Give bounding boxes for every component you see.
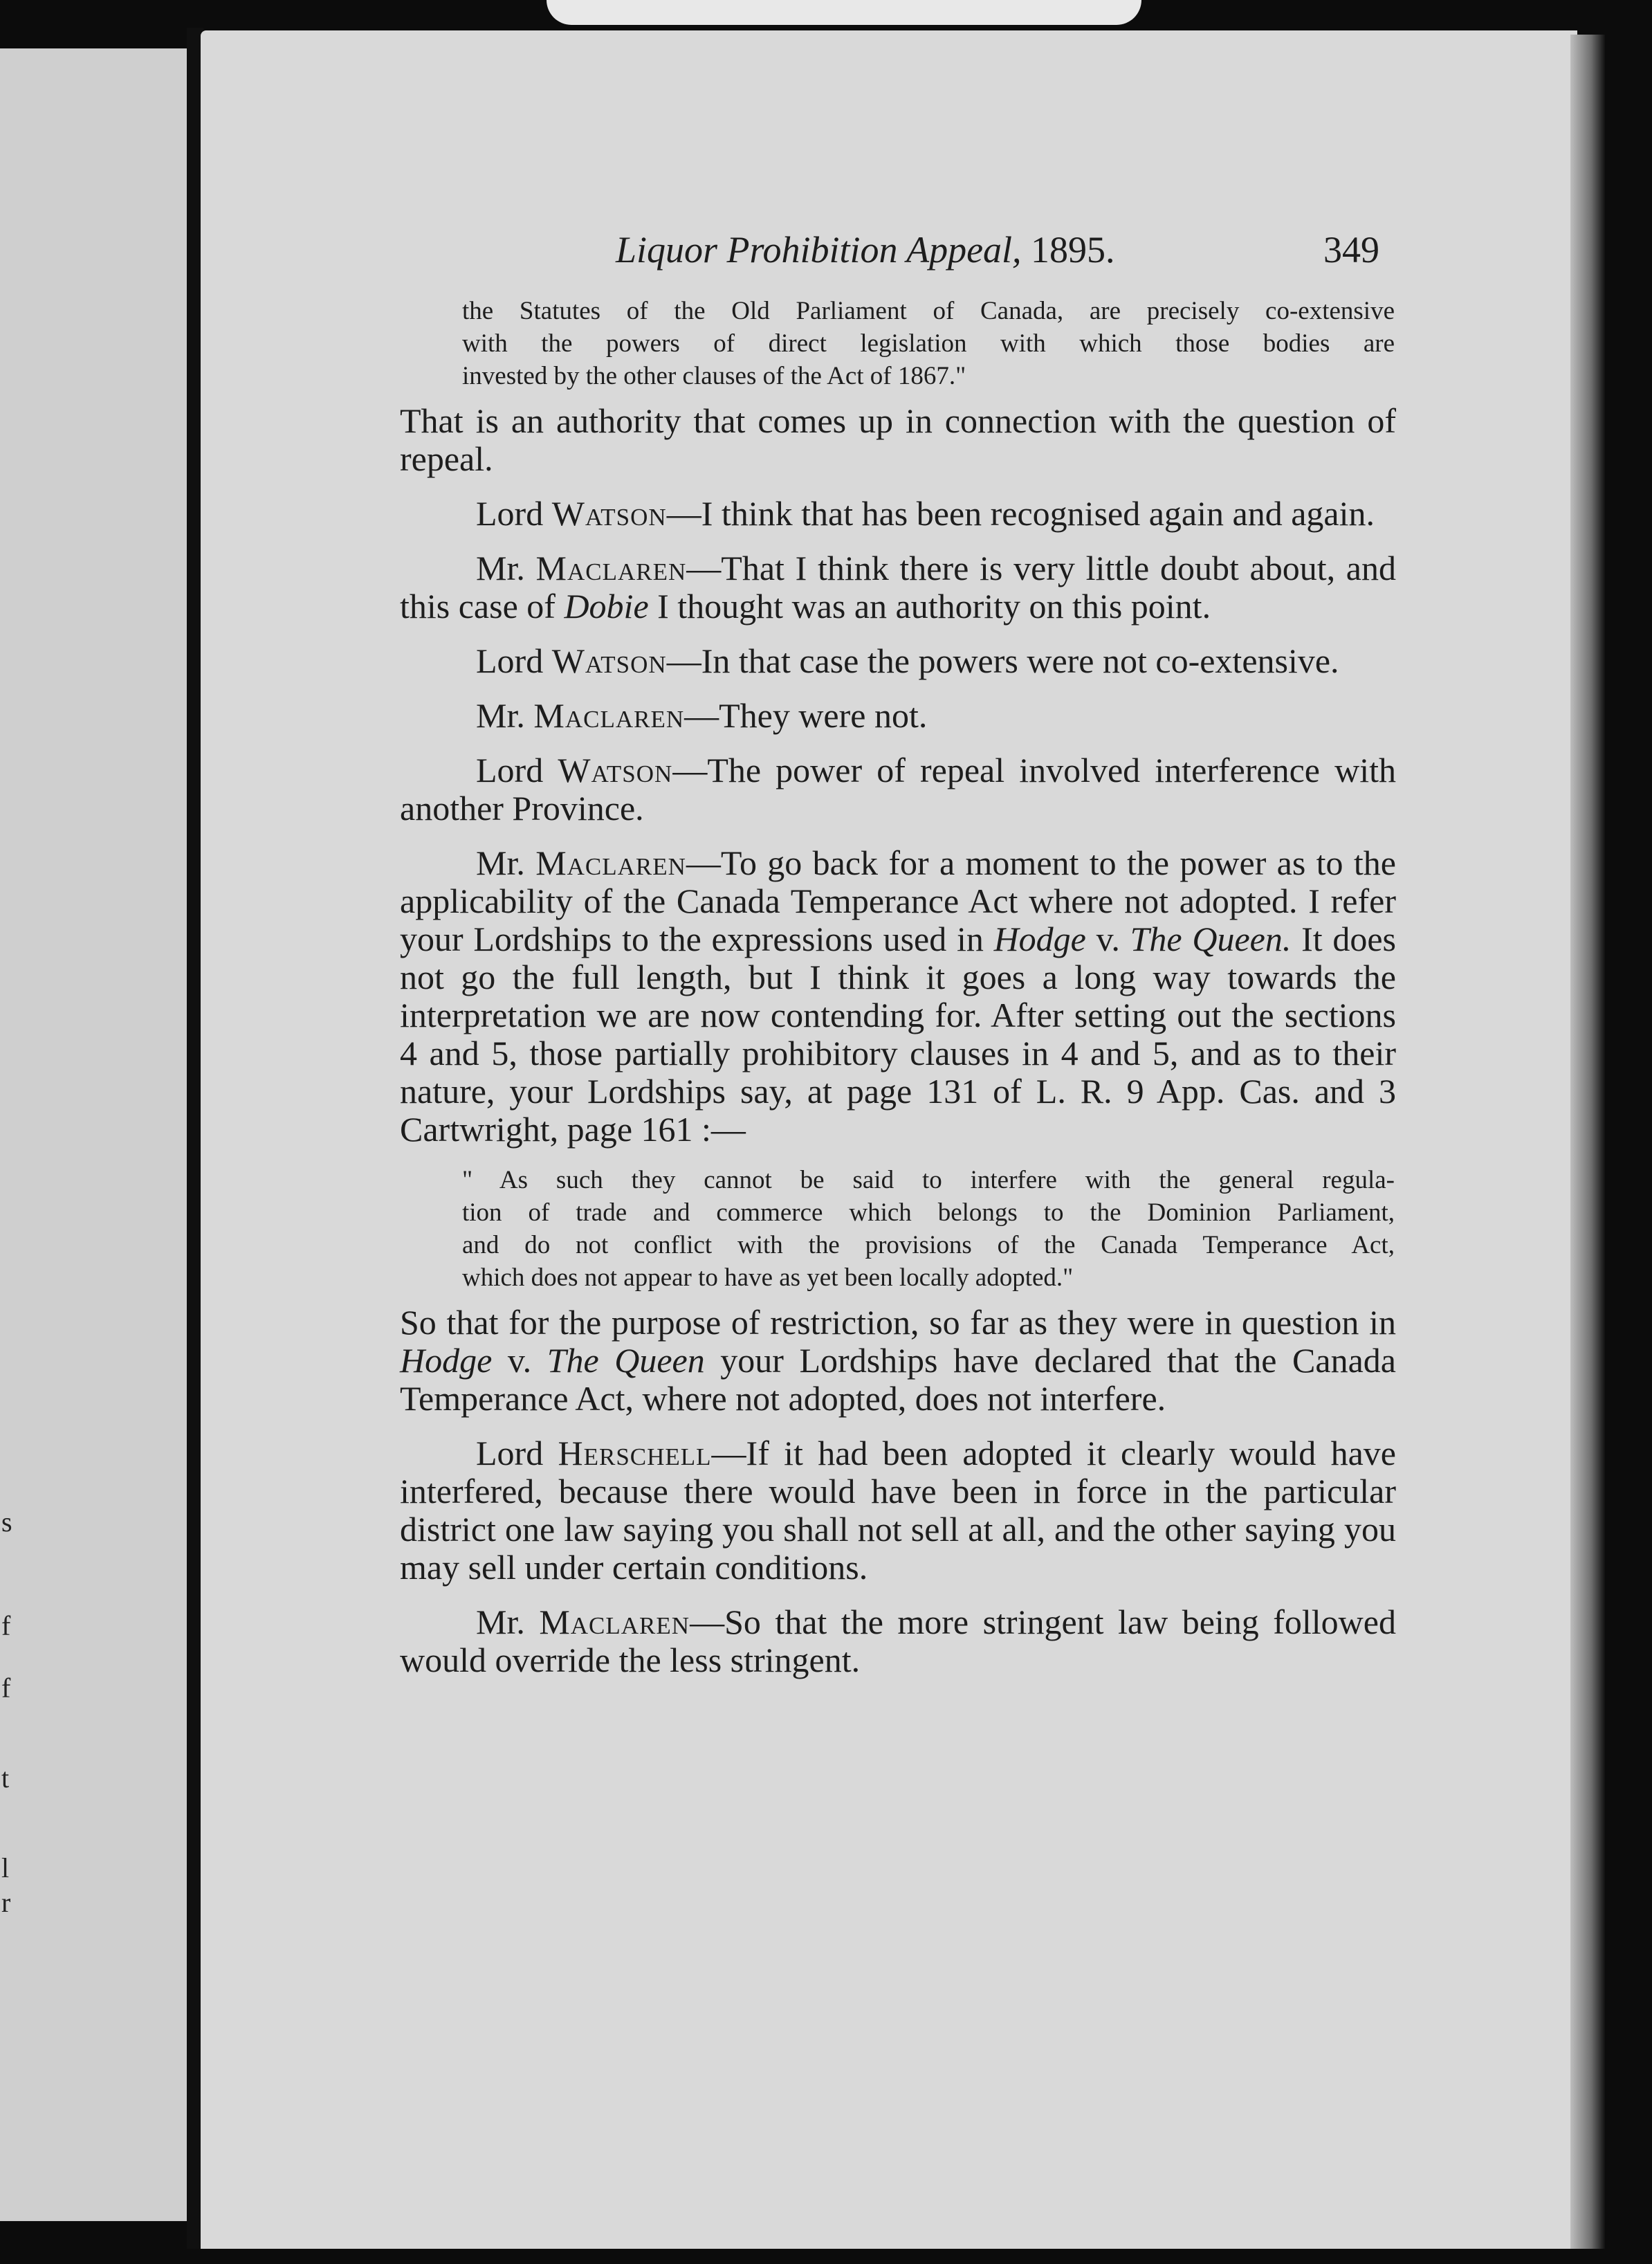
case-name: Dobie [564, 587, 649, 626]
paragraph-watson-1 [400, 495, 1396, 533]
speaker-name: Watson [551, 494, 667, 533]
margin-letter: f [1, 1610, 11, 1641]
speaker-title: Mr. [476, 843, 536, 882]
facing-page-strip [0, 48, 208, 2221]
speaker-title: Lord [476, 641, 552, 680]
running-title-text: Liquor Prohibition Appeal, [616, 229, 1022, 271]
quote-line: which does not appear to have as yet been locally adopted." [462, 1263, 1074, 1292]
case-name: Hodge [993, 920, 1086, 958]
page-number: 349 [1323, 229, 1379, 271]
quote-line: tion of trade and commerce which belongs to the Dominion Parliament, [462, 1198, 1395, 1227]
case-name: The Queen. [1130, 920, 1292, 958]
speaker-title: Lord [476, 751, 558, 789]
running-title [616, 228, 1115, 271]
running-title-year: 1895. [1021, 229, 1115, 271]
block-quote-statutes [462, 295, 1395, 392]
paragraph-watson-2 [400, 642, 1396, 680]
case-name: Hodge [400, 1341, 493, 1380]
speaker-name: Herschell [558, 1434, 712, 1472]
body-text: your Lordships have declared that the Canada Temperance Act, where not adopted, does not interfere. [400, 1341, 1396, 1418]
paragraph-watson-3 [400, 751, 1396, 828]
quote-line: the Statutes of the Old Parliament of Canada, are precisely co-extensive [462, 297, 1395, 325]
case-name: The Queen [547, 1341, 705, 1380]
margin-letter: t [1, 1762, 10, 1793]
speech-text: I thought was an authority on this point. [648, 587, 1211, 626]
speech-text: —If it had been adopted it clearly would have interfered, because there would have been in force in the particular district one law saying you shall not sell at all, and the other saying you may sell under certain conditions. [400, 1434, 1396, 1587]
speaker-name: Watson [551, 641, 667, 680]
paragraph-maclaren-1 [400, 549, 1396, 626]
page-top-curl [547, 0, 1141, 25]
speech-text: —I think that has been recognised again and again. [666, 494, 1375, 533]
quote-line: with the powers of direct legislation with which those bodies are [462, 329, 1395, 358]
case-versus: v. [492, 1341, 547, 1380]
paragraph-maclaren-2 [400, 697, 1396, 735]
paragraph-herschell [400, 1434, 1396, 1587]
speaker-title: Lord [476, 1434, 558, 1472]
speaker-name: Maclaren [535, 843, 686, 882]
margin-letter: l [1, 1852, 10, 1883]
speaker-name: Maclaren [533, 696, 685, 735]
paragraph-maclaren-3 [400, 844, 1396, 1149]
page-content [400, 208, 1396, 1696]
speech-text: —That I think there is very little doubt about, and this case of [400, 549, 1396, 626]
speaker-title: Lord [476, 494, 552, 533]
speaker-title: Mr. [476, 696, 534, 735]
case-versus: v. [1085, 920, 1130, 958]
speech-text: —They were not. [684, 696, 928, 735]
speaker-name: Maclaren [539, 1603, 690, 1641]
speech-text: It does not go the full length, but I think it goes a long way towards the interpretation we are now contending for. After setting out the sections 4 and 5, those partially prohibitory clauses in 4 and 5, and as to their nature, your Lordships say, at page 131 of L. R. 9 App. Cas. and 3 Cartwright, page 161 :— [400, 920, 1396, 1149]
speech-text: —In that case the powers were not co-extensive. [666, 641, 1339, 680]
quote-line: " As such they cannot be said to interfere with the general regula- [462, 1166, 1395, 1194]
paragraph-restriction [400, 1304, 1396, 1418]
facing-page-margin-letters [0, 0, 21, 2264]
speaker-title: Mr. [476, 1603, 540, 1641]
running-header [400, 208, 1396, 270]
speech-text: —The power of repeal involved interference with another Province. [400, 751, 1396, 828]
speaker-title: Mr. [476, 549, 536, 587]
paragraph-authority: That is an authority that comes up in connection with the question of repeal. [400, 401, 1396, 478]
block-quote-hodge [462, 1164, 1395, 1294]
speaker-name: Watson [558, 751, 673, 789]
speech-text: —So that the more stringent law being followed would override the less stringent. [400, 1603, 1396, 1679]
page-edge-shadow [1570, 35, 1605, 2249]
quote-line: invested by the other clauses of the Act of 1867." [462, 362, 966, 390]
quote-line: and do not conflict with the provisions of the Canada Temperance Act, [462, 1231, 1395, 1259]
paragraph-maclaren-4 [400, 1603, 1396, 1679]
body-text: So that for the purpose of restriction, so far as they were in question in [400, 1303, 1396, 1342]
margin-letter: s [1, 1506, 12, 1537]
speaker-name: Maclaren [535, 549, 687, 587]
margin-letter: f [1, 1672, 11, 1704]
speech-text: —To go back for a moment to the power as to the applicability of the Canada Temperance Act where not adopted. I refer your Lordships to the expressions used in [400, 843, 1396, 958]
margin-letter: r [1, 1887, 11, 1918]
